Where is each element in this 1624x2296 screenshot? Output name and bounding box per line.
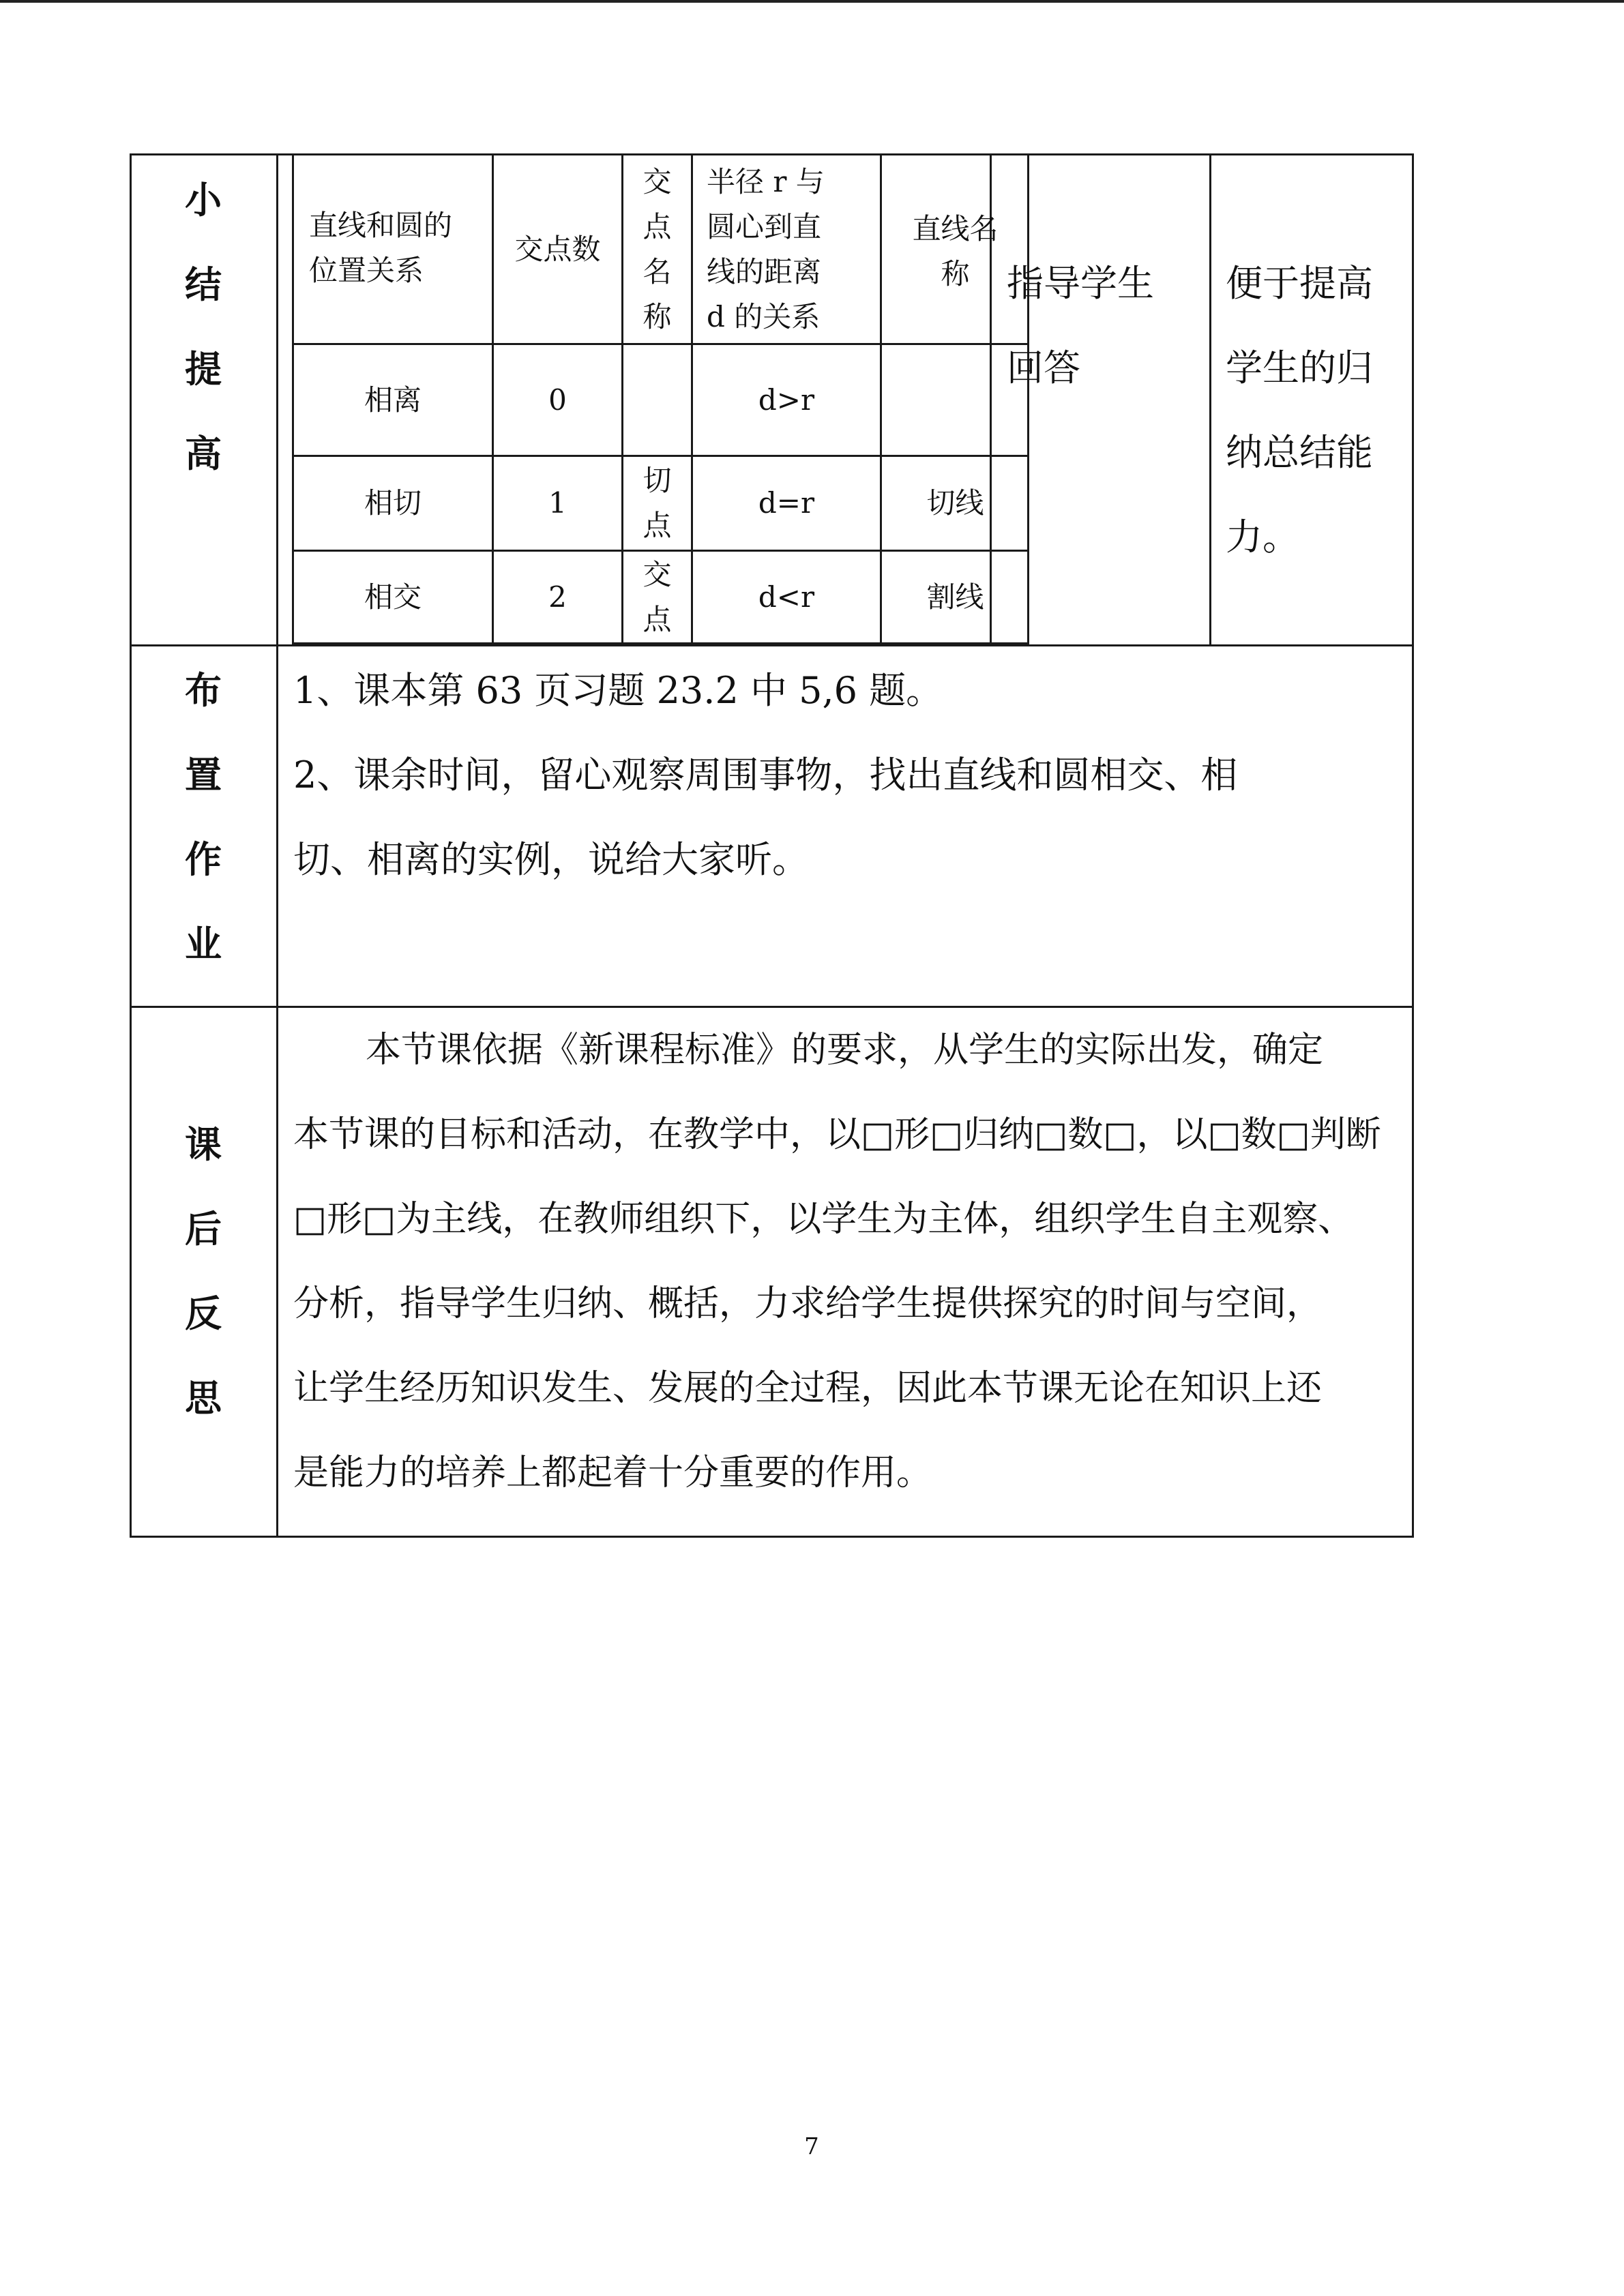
heading-char: 布 <box>185 669 222 712</box>
reflection-line: 本节课的目标和活动，在教学中，以□形□归纳□数□，以□数□判断 <box>293 1114 1381 1155</box>
homework-line: 2、课余时间，留心观察周围事物，找出直线和圆相交、相 <box>293 754 1238 796</box>
table-cell-line-name: 切线 <box>926 486 984 520</box>
table-cell-points: 1 <box>548 486 567 520</box>
homework-line: 1、课本第 63 页习题 23.2 中 5,6 题。 <box>293 669 943 712</box>
heading-char: 小 <box>185 179 222 222</box>
table-cell-distance: d=r <box>758 486 815 520</box>
homework-section-heading <box>130 648 277 987</box>
reflection-line: □形□为主线，在教师组织下，以学生为主体，组织学生自主观察、 <box>293 1199 1354 1240</box>
heading-char: 提 <box>185 348 222 391</box>
reflection-line: 分析，指导学生归纳、概括，力求给学生提供探究的时间与空间， <box>293 1283 1323 1324</box>
reflection-line: 是能力的培养上都起着十分重要的作用。 <box>293 1452 932 1493</box>
table-cell-line-name: 割线 <box>926 580 984 614</box>
table-cell-distance: d<r <box>758 580 815 614</box>
reflection-section-heading <box>130 1103 277 1441</box>
table-cell-relation: 相离 <box>364 383 422 417</box>
table-cell-points: 0 <box>548 383 567 417</box>
header-point-name: 交 点 名 称 <box>643 164 672 333</box>
reflection-line: 本节课依据《新课程标准》的要求，从学生的实际出发，确定 <box>366 1030 1324 1071</box>
table-cell-point-name: 交 点 <box>643 557 672 636</box>
heading-char: 高 <box>185 432 222 475</box>
design-intent: 便于提高 学生的归 纳总结能 力。 <box>1226 262 1373 558</box>
header-distance: 半径 r 与 圆心到直 线的距离 d 的关系 <box>707 164 825 333</box>
heading-char: 课 <box>185 1123 222 1166</box>
table-cell-distance: d>r <box>758 383 815 417</box>
summary-section-heading <box>130 158 277 496</box>
reflection-line: 让学生经历知识发生、发展的全过程，因此本节课无论在知识上还 <box>293 1368 1323 1409</box>
page-top-border <box>0 0 1624 3</box>
heading-char: 业 <box>185 923 222 966</box>
heading-char: 作 <box>185 838 222 881</box>
table-cell-points: 2 <box>548 580 567 614</box>
table-cell-relation: 相交 <box>364 580 422 614</box>
teacher-activity: 指导学生 回答 <box>1007 262 1154 389</box>
heading-char: 反 <box>185 1292 222 1335</box>
header-points: 交点数 <box>514 232 601 266</box>
heading-char: 结 <box>185 263 222 306</box>
header-line-name: 直线名 称 <box>912 212 999 290</box>
page-number: 7 <box>804 2133 819 2160</box>
heading-char: 思 <box>185 1377 222 1420</box>
heading-char: 置 <box>185 754 222 796</box>
table-cell-point-name: 切 点 <box>643 464 672 542</box>
heading-char: 后 <box>185 1208 222 1251</box>
table-cell-relation: 相切 <box>364 486 422 520</box>
header-relation: 直线和圆的 位置关系 <box>309 209 453 287</box>
homework-line: 切、相离的实例，说给大家听。 <box>293 838 809 881</box>
